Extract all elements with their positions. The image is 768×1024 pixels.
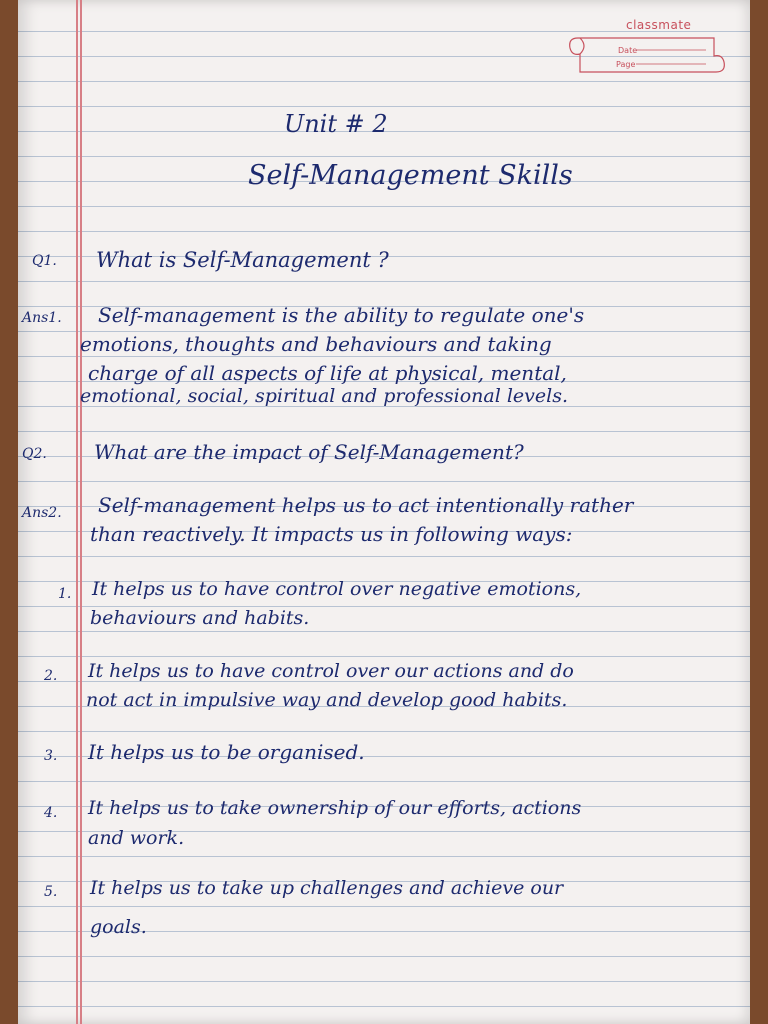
brand-badge [566, 18, 728, 76]
question-label: Q2. [22, 446, 47, 462]
question-label: Q1. [32, 253, 57, 269]
answer-label: Ans1. [22, 310, 62, 326]
unit-heading: Unit # 2 [284, 110, 388, 138]
question-text: What is Self-Management ? [96, 248, 389, 272]
brand-date-label: Date [618, 46, 638, 55]
notebook-page [18, 0, 750, 1024]
brand-page-label: Page [616, 60, 636, 69]
point-number: 4. [44, 805, 58, 821]
margin-line [76, 0, 78, 1024]
point-number: 3. [44, 748, 58, 764]
answer-label: Ans2. [22, 505, 62, 521]
point-line: behaviours and habits. [90, 607, 310, 629]
brand-name: classmate [626, 18, 692, 32]
point-line: and work. [88, 827, 185, 849]
brand-frame-icon [566, 32, 728, 76]
point-line: not act in impulsive way and develop good habits. [86, 689, 568, 711]
answer-line: charge of all aspects of life at physical, mental, [88, 361, 567, 385]
answer-line: Self-management helps us to act intentionally rather [98, 493, 634, 517]
point-number: 2. [44, 668, 58, 684]
point-line: It helps us to have control over negative emotions, [92, 578, 582, 600]
page-title: Self-Management Skills [248, 160, 573, 191]
point-line: goals. [90, 916, 147, 938]
point-number: 1. [58, 586, 72, 602]
answer-line: Self-management is the ability to regulate one's [98, 303, 585, 327]
point-line: It helps us to be organised. [88, 740, 365, 764]
answer-line: emotions, thoughts and behaviours and taking [80, 332, 552, 356]
point-number: 5. [44, 884, 58, 900]
point-line: It helps us to have control over our actions and do [88, 660, 574, 682]
point-line: It helps us to take ownership of our efforts, actions [88, 797, 582, 819]
answer-line: than reactively. It impacts us in following ways: [90, 522, 573, 546]
answer-line: emotional, social, spiritual and professional levels. [80, 385, 569, 407]
question-text: What are the impact of Self-Management? [94, 440, 524, 464]
point-line: It helps us to take up challenges and achieve our [90, 877, 564, 899]
margin-line [80, 0, 82, 1024]
